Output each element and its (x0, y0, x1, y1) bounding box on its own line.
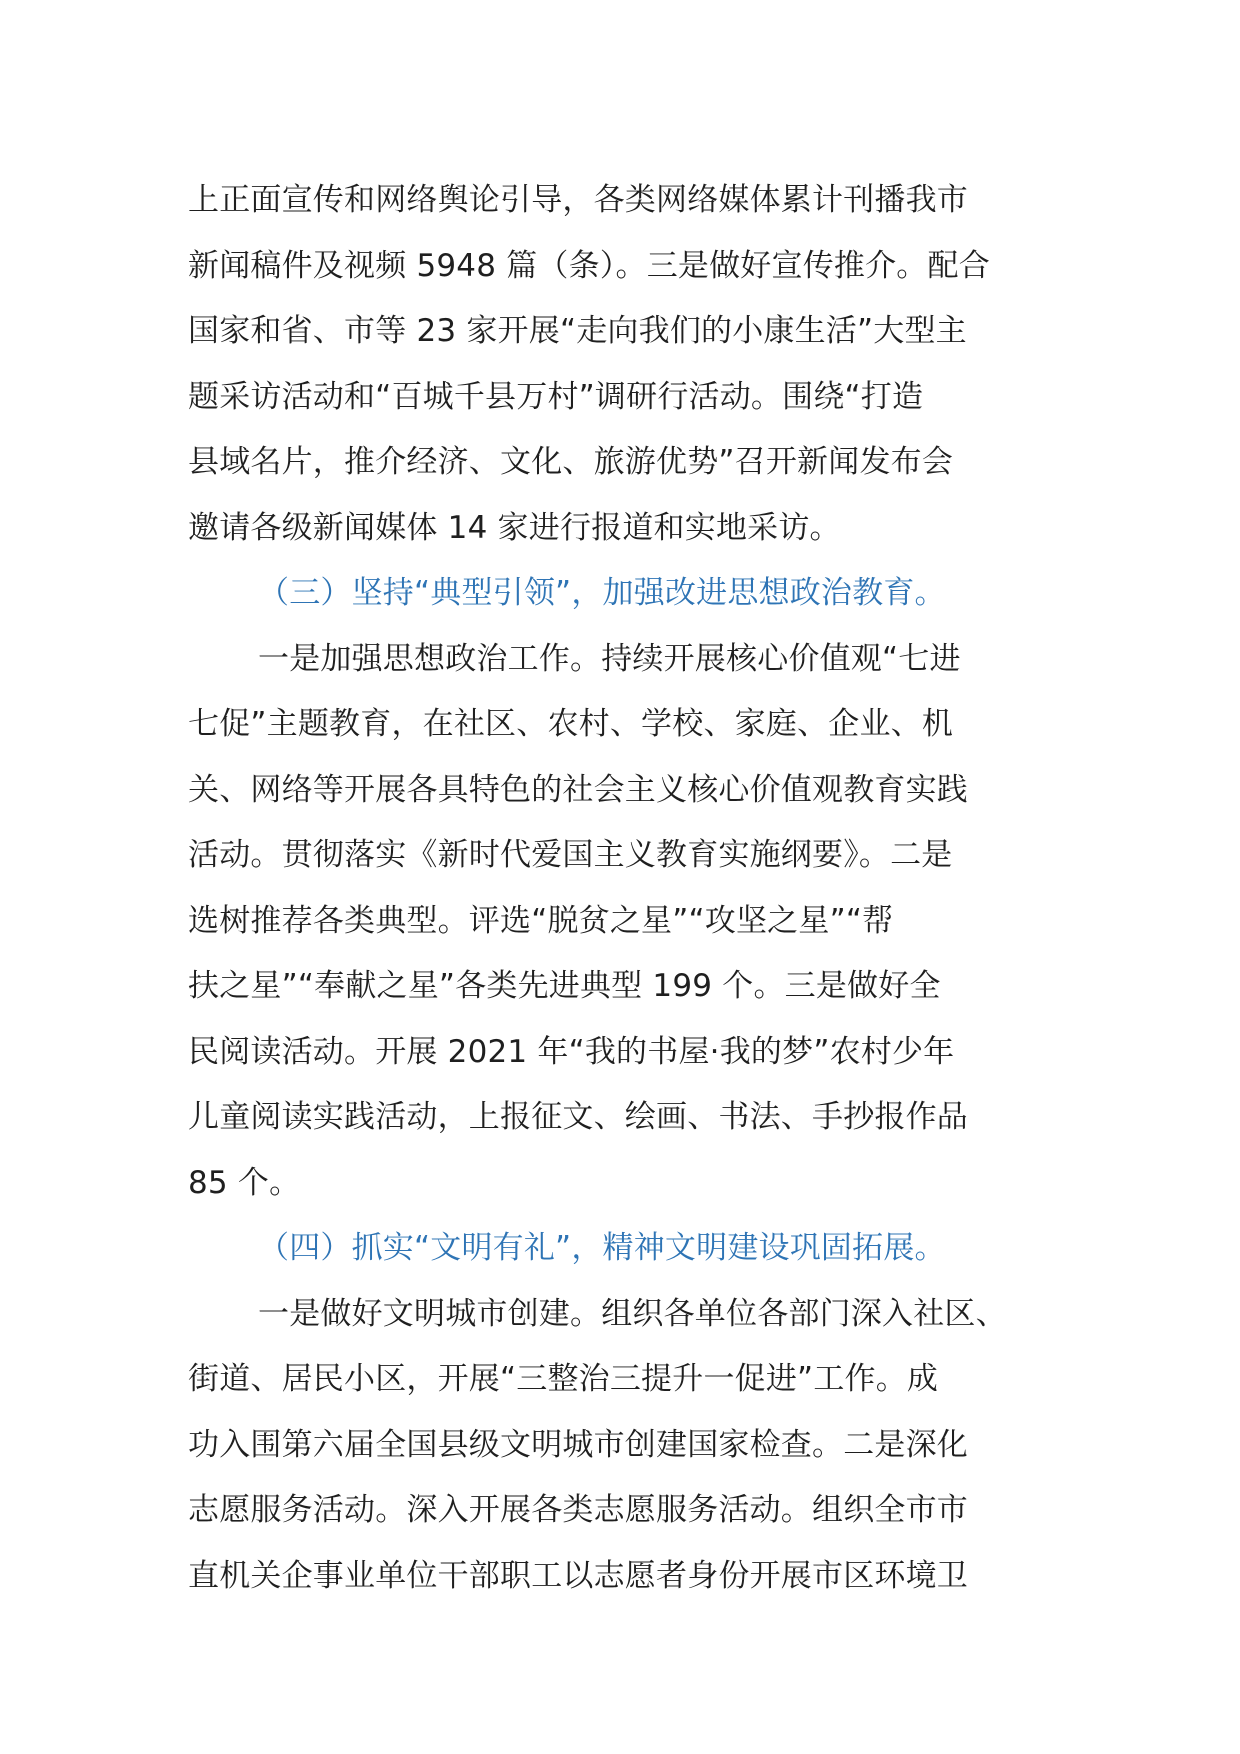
text-line-14: 民阅读活动。开展 2021 年“我的书屋·我的梦”农村少年 (188, 1033, 955, 1070)
text-line-6: 邀请各级新闻媒体 14 家进行报道和实地采访。 (188, 509, 841, 546)
text-line-2: 新闻稿件及视频 5948 篇（条）。三是做好宣传推介。配合 (188, 247, 990, 284)
text-line-13: 扶之星”“奉献之星”各类先进典型 199 个。三是做好全 (188, 968, 941, 1004)
text-line-20: 功入围第六届全国县级文明城市创建国家检查。二是深化 (188, 1426, 968, 1463)
text-line-22: 直机关企事业单位干部职工以志愿者身份开展市区环境卫 (188, 1557, 968, 1594)
text-line-3: 国家和省、市等 23 家开展“走向我们的小康生活”大型主 (188, 313, 967, 349)
text-line-5: 县域名片，推介经济、文化、旅游优势”召开新闻发布会 (188, 444, 954, 480)
text-line-12: 选树推荐各类典型。评选“脱贫之星”“攻坚之星”“帮 (188, 902, 894, 939)
text-line-21: 志愿服务活动。深入开展各类志愿服务活动。组织全市市 (188, 1492, 968, 1528)
text-line-18: 一是做好文明城市创建。组织各单位各部门深入社区、 (258, 1295, 1007, 1332)
text-line-1: 上正面宣传和网络舆论引导，各类网络媒体累计刊播我市 (188, 182, 968, 218)
text-line-11: 活动。贯彻落实《新时代爱国主义教育实施纲要》。二是 (188, 837, 953, 873)
text-line-8: 一是加强思想政治工作。持续开展核心价值观“七进 (258, 640, 961, 677)
section-heading-3: （三）坚持“典型引领”，加强改进思想政治教育。 (258, 575, 946, 611)
section-heading-4: （四）抓实“文明有礼”，精神文明建设巩固拓展。 (258, 1230, 946, 1266)
text-line-19: 街道、居民小区，开展“三整治三提升一促进”工作。成 (188, 1361, 939, 1397)
text-line-10: 关、网络等开展各具特色的社会主义核心价值观教育实践 (188, 771, 968, 808)
document-body (188, 168, 1068, 1609)
text-line-15: 儿童阅读实践活动，上报征文、绘画、书法、手抄报作品 (188, 1099, 968, 1135)
text-line-9: 七促”主题教育，在社区、农村、学校、家庭、企业、机 (188, 706, 954, 742)
text-line-16: 85 个。 (188, 1164, 301, 1201)
text-line-4: 题采访活动和“百城千县万村”调研行活动。围绕“打造 (188, 378, 924, 415)
